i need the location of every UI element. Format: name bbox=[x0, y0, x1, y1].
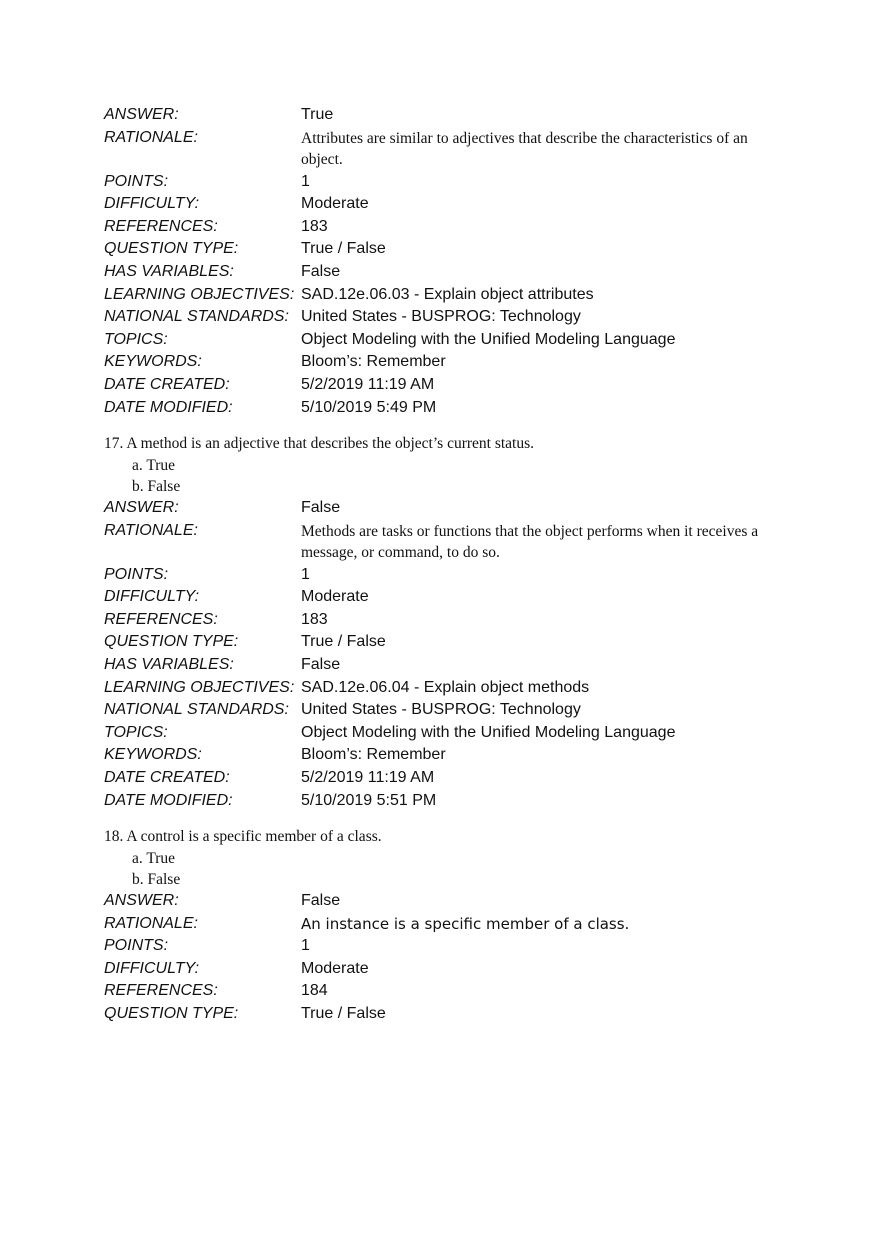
answer-options bbox=[104, 455, 804, 498]
rationale-value: An instance is a specific member of a class. bbox=[301, 914, 630, 933]
date-modified-value: 5/10/2019 5:51 PM bbox=[301, 791, 437, 809]
difficulty-label: DIFFICULTY: bbox=[104, 959, 200, 977]
date-created-label: DATE CREATED: bbox=[104, 768, 230, 786]
option-b: b. False bbox=[132, 478, 181, 495]
references-label: REFERENCES: bbox=[104, 217, 218, 235]
question-type-value: True / False bbox=[301, 1004, 386, 1022]
answer-value: False bbox=[301, 892, 341, 909]
date-created-label: DATE CREATED: bbox=[104, 375, 230, 393]
difficulty-value: Moderate bbox=[301, 195, 369, 213]
references-label: REFERENCES: bbox=[104, 982, 218, 1000]
question-18 bbox=[104, 826, 804, 891]
topics-value: Object Modeling with the Unified Modeling Language bbox=[301, 330, 676, 348]
references-label: REFERENCES: bbox=[104, 610, 218, 628]
references-value: 184 bbox=[301, 982, 328, 1000]
option-a: a. True bbox=[132, 849, 176, 867]
keywords-label: KEYWORDS: bbox=[104, 746, 202, 764]
q17-metadata bbox=[104, 497, 784, 812]
learning-objectives-label: LEARNING OBJECTIVES: bbox=[104, 285, 295, 303]
difficulty-value: Moderate bbox=[301, 588, 369, 606]
difficulty-label: DIFFICULTY: bbox=[104, 195, 200, 213]
points-label: POINTS: bbox=[104, 937, 169, 955]
question-stem: 17. A method is an adjective that describes the object’s current status. bbox=[104, 435, 535, 452]
question-type-label: QUESTION TYPE: bbox=[104, 1004, 239, 1022]
national-standards-label: NATIONAL STANDARDS: bbox=[104, 701, 289, 719]
rationale-value: Methods are tasks or functions that the object performs when it receives a message, or command, to do so. bbox=[301, 522, 759, 561]
keywords-value: Bloom’s: Remember bbox=[301, 353, 446, 371]
difficulty-label: DIFFICULTY: bbox=[104, 588, 200, 606]
date-modified-label: DATE MODIFIED: bbox=[104, 791, 233, 809]
question-17 bbox=[104, 433, 804, 498]
answer-label: ANSWER: bbox=[104, 106, 179, 123]
has-variables-value: False bbox=[301, 655, 341, 673]
question-type-value: True / False bbox=[301, 633, 386, 651]
topics-label: TOPICS: bbox=[104, 723, 168, 741]
points-label: POINTS: bbox=[104, 172, 169, 190]
option-a: a. True bbox=[132, 456, 176, 474]
rationale-value: Attributes are similar to adjectives that describe the characteristics of an object. bbox=[301, 129, 748, 168]
question-stem: 18. A control is a specific member of a class. bbox=[104, 828, 382, 845]
rationale-label: RATIONALE: bbox=[104, 521, 198, 539]
points-value: 1 bbox=[301, 172, 310, 190]
answer-options bbox=[104, 848, 804, 891]
learning-objectives-value: SAD.12e.06.04 - Explain object methods bbox=[301, 678, 590, 696]
question-type-label: QUESTION TYPE: bbox=[104, 240, 239, 258]
difficulty-value: Moderate bbox=[301, 959, 369, 977]
answer-value: True bbox=[301, 106, 334, 123]
question-type-label: QUESTION TYPE: bbox=[104, 633, 239, 651]
has-variables-label: HAS VARIABLES: bbox=[104, 655, 234, 673]
q18-metadata bbox=[104, 890, 784, 1026]
references-value: 183 bbox=[301, 217, 328, 235]
national-standards-value: United States - BUSPROG: Technology bbox=[301, 308, 581, 326]
answer-label: ANSWER: bbox=[104, 892, 179, 909]
national-standards-value: United States - BUSPROG: Technology bbox=[301, 701, 581, 719]
learning-objectives-label: LEARNING OBJECTIVES: bbox=[104, 678, 295, 696]
rationale-label: RATIONALE: bbox=[104, 914, 198, 932]
learning-objectives-value: SAD.12e.06.03 - Explain object attributes bbox=[301, 285, 594, 303]
points-label: POINTS: bbox=[104, 565, 169, 583]
topics-label: TOPICS: bbox=[104, 330, 168, 348]
date-created-value: 5/2/2019 11:19 AM bbox=[301, 375, 435, 393]
keywords-label: KEYWORDS: bbox=[104, 353, 202, 371]
has-variables-value: False bbox=[301, 262, 341, 280]
keywords-value: Bloom’s: Remember bbox=[301, 746, 446, 764]
answer-value: False bbox=[301, 499, 341, 516]
date-modified-label: DATE MODIFIED: bbox=[104, 398, 233, 416]
has-variables-label: HAS VARIABLES: bbox=[104, 262, 234, 280]
option-b: b. False bbox=[132, 871, 181, 888]
answer-label: ANSWER: bbox=[104, 499, 179, 516]
references-value: 183 bbox=[301, 610, 328, 628]
rationale-label: RATIONALE: bbox=[104, 128, 198, 146]
date-created-value: 5/2/2019 11:19 AM bbox=[301, 768, 435, 786]
points-value: 1 bbox=[301, 937, 310, 955]
question-type-value: True / False bbox=[301, 240, 386, 258]
points-value: 1 bbox=[301, 565, 310, 583]
national-standards-label: NATIONAL STANDARDS: bbox=[104, 308, 289, 326]
topics-value: Object Modeling with the Unified Modeling Language bbox=[301, 723, 676, 741]
q16-metadata bbox=[104, 104, 784, 419]
date-modified-value: 5/10/2019 5:49 PM bbox=[301, 398, 437, 416]
